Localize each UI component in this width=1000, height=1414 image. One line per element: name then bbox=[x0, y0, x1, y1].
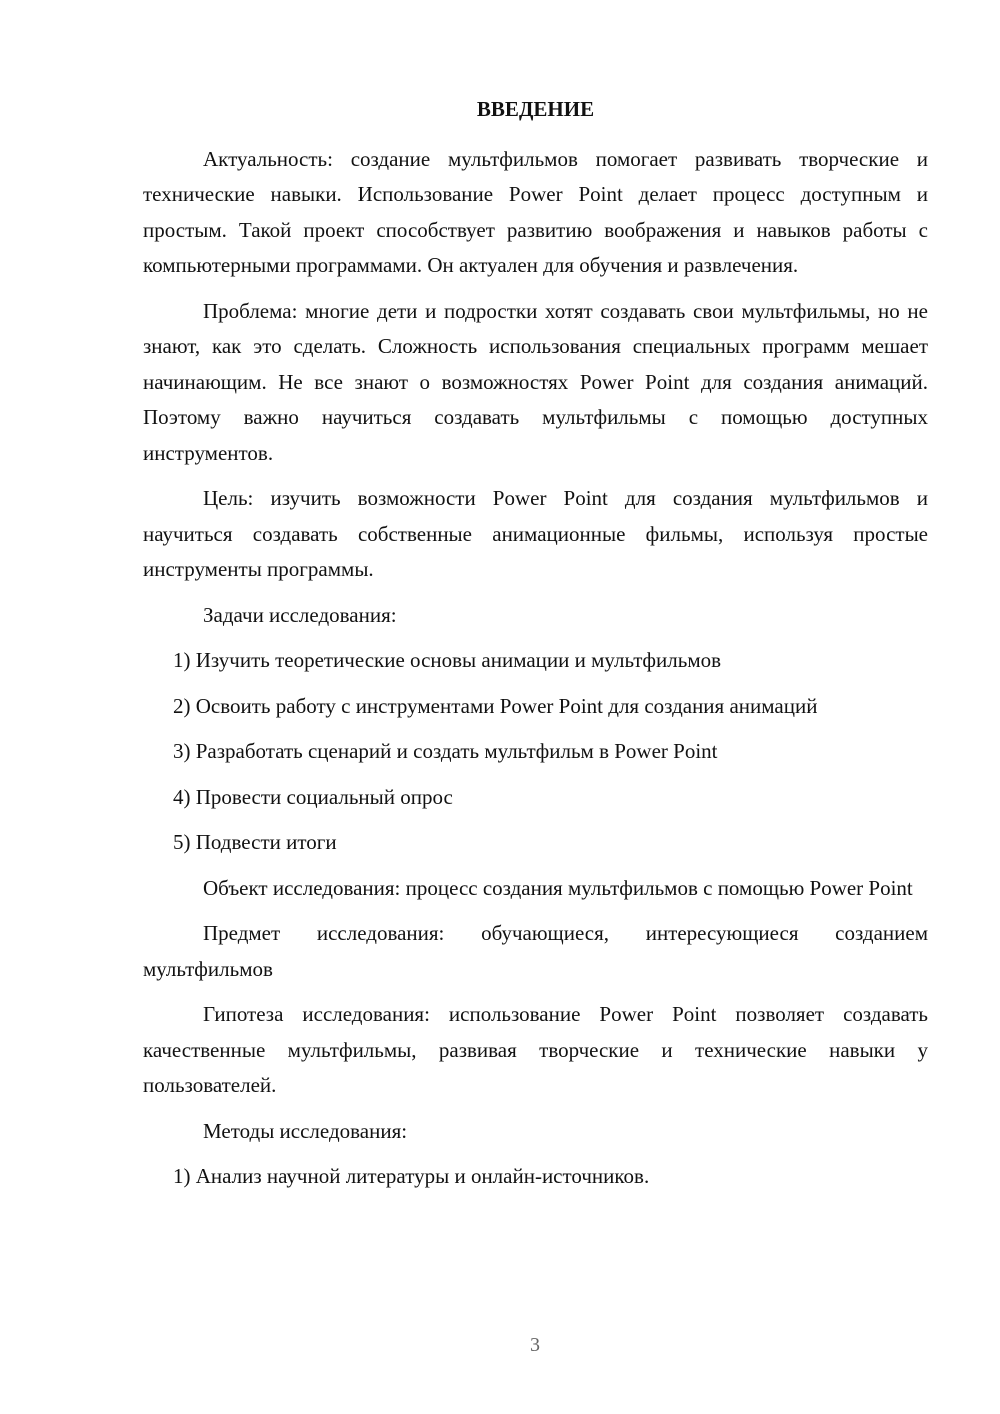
task-item: 1) Изучить теоретические основы анимации и мультфильмов bbox=[173, 648, 722, 672]
methods-heading: Методы исследования: bbox=[203, 1118, 408, 1143]
task-item: 4) Провести социальный опрос bbox=[173, 784, 453, 809]
task-item: 3) Разработать сценарий и создать мультфильм в Power Point bbox=[173, 739, 718, 763]
relevance-paragraph: Актуальность: создание мультфильмов помогает развивать творческие и технические навыки. Использование Power Point делает процесс доступным и простым. Такой проект способствует развитию воображения и навыков работы с компьютерными программами. Он актуален для обучения и развлечения. bbox=[143, 146, 928, 277]
task-item: 2) Освоить работу с инструментами Power Point для создания анимаций bbox=[173, 693, 818, 718]
page-number: 3 bbox=[530, 1334, 540, 1356]
subject-paragraph: Предмет исследования: обучающиеся, интересующиеся созданием мультфильмов bbox=[143, 921, 928, 981]
object-paragraph: Объект исследования: процесс создания мультфильмов с помощью Power Point bbox=[203, 875, 913, 900]
task-item: 5) Подвести итоги bbox=[173, 830, 337, 854]
problem-paragraph: Проблема: многие дети и подростки хотят создавать свои мультфильмы, но не знают, как это сделать. Сложность использования специальных программ мешает начинающим. Не все знают о возможностях Power Point для создания анимаций. Поэтому важно научиться создавать мультфильмы с помощью доступных инструментов. bbox=[143, 298, 928, 465]
document-page bbox=[143, 92, 928, 1205]
hypothesis-paragraph: Гипотеза исследования: использование Power Point позволяет создавать качественные мультфильмы, развивая творческие и технические навыки у пользователей. bbox=[143, 1002, 928, 1097]
goal-paragraph: Цель: изучить возможности Power Point для создания мультфильмов и научиться создавать собственные анимационные фильмы, используя простые инструменты программы. bbox=[143, 486, 928, 581]
tasks-heading: Задачи исследования: bbox=[203, 602, 397, 627]
section-title: ВВЕДЕНИЕ bbox=[476, 97, 595, 121]
method-item: 1) Анализ научной литературы и онлайн-источников. bbox=[173, 1164, 650, 1188]
